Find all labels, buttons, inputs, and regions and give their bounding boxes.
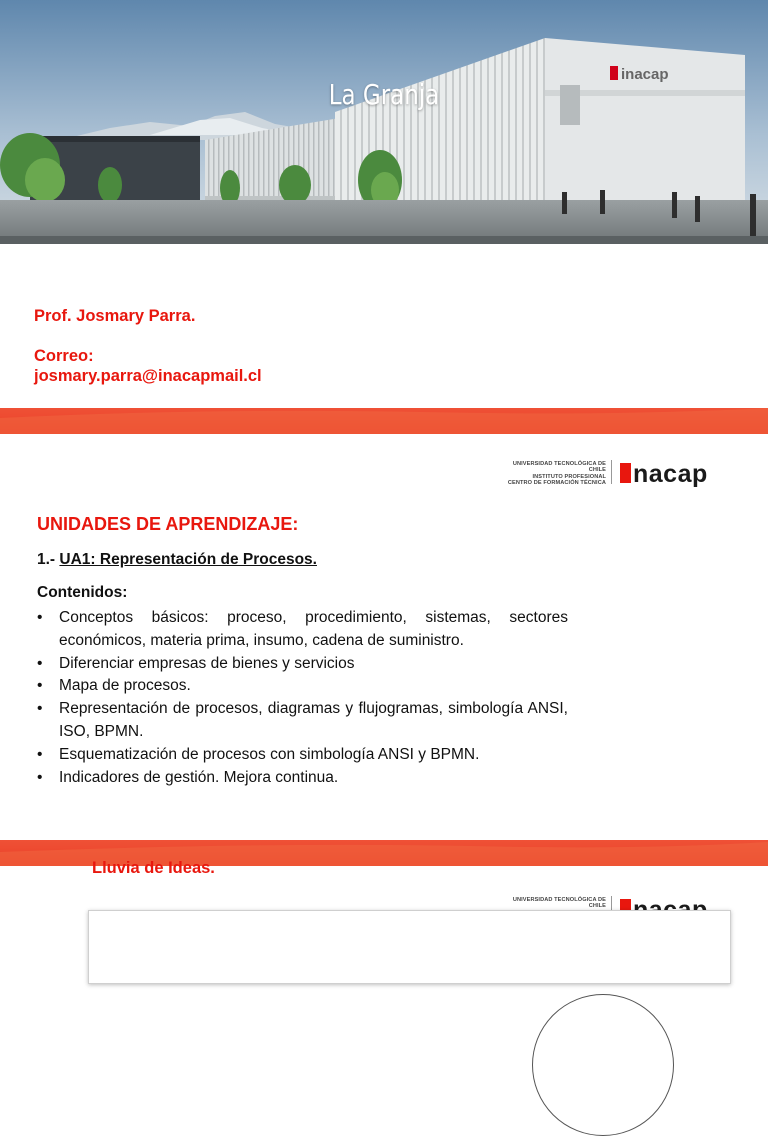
list-item: • Indicadores de gestión. Mejora continua. <box>37 767 568 790</box>
list-item: • Diferenciar empresas de bienes y servicios <box>37 653 568 676</box>
bullet-icon: • <box>37 768 43 786</box>
diagram-circle <box>532 994 674 1136</box>
list-item: • Mapa de procesos. <box>37 675 568 698</box>
units-heading: UNIDADES DE APRENDIZAJE: <box>37 514 299 534</box>
campus-hero-image <box>0 0 768 244</box>
campus-building-illustration <box>0 0 768 244</box>
list-item: • Representación de procesos, diagramas y flujogramas, simbología ANSI, ISO, BPMN. <box>37 700 568 740</box>
list-item: • Conceptos básicos: proceso, procedimiento, sistemas, sectores económicos, materia prima, insumo, cadena de suministro. <box>37 609 568 649</box>
campus-title: La Granja <box>328 78 440 111</box>
contents-heading: Contenidos: <box>37 584 128 601</box>
email-address[interactable]: josmary.parra@inacapmail.cl <box>34 367 262 385</box>
ua1-heading <box>37 551 317 569</box>
contact-block <box>34 306 262 386</box>
email-label: Correo: <box>34 347 94 365</box>
inacap-logo-mark <box>620 463 631 483</box>
slide-divider-band <box>0 408 768 434</box>
logo-institution-text: UNIVERSIDAD TECNOLÓGICA DE CHILE <box>512 897 606 910</box>
bullet-icon: • <box>37 609 43 626</box>
brainstorm-heading: Lluvia de Ideas. <box>92 859 215 877</box>
list-item: • Esquematización de procesos con simbología ANSI y BPMN. <box>37 744 568 767</box>
logo-divider <box>611 460 612 484</box>
bullet-icon: • <box>37 654 43 672</box>
logo-institution-text: UNIVERSIDAD TECNOLÓGICA DE CHILE INSTITUTO PROFESIONAL CENTRO DE FORMACIÓN TÉCNICA <box>507 461 606 486</box>
inacap-logo <box>498 457 743 489</box>
brainstorm-text-box[interactable] <box>88 910 731 984</box>
bullet-icon: • <box>37 700 43 718</box>
bullet-icon: • <box>37 745 43 763</box>
ua1-number: 1.- <box>37 551 60 568</box>
professor-name: Prof. Josmary Parra. <box>34 307 196 325</box>
building-logo-text: inacap <box>621 66 669 83</box>
bullet-icon: • <box>37 677 43 695</box>
logo-wordmark: nacap <box>633 460 708 488</box>
ua1-title: UA1: Representación de Procesos. <box>59 551 317 568</box>
contents-list <box>37 607 568 789</box>
